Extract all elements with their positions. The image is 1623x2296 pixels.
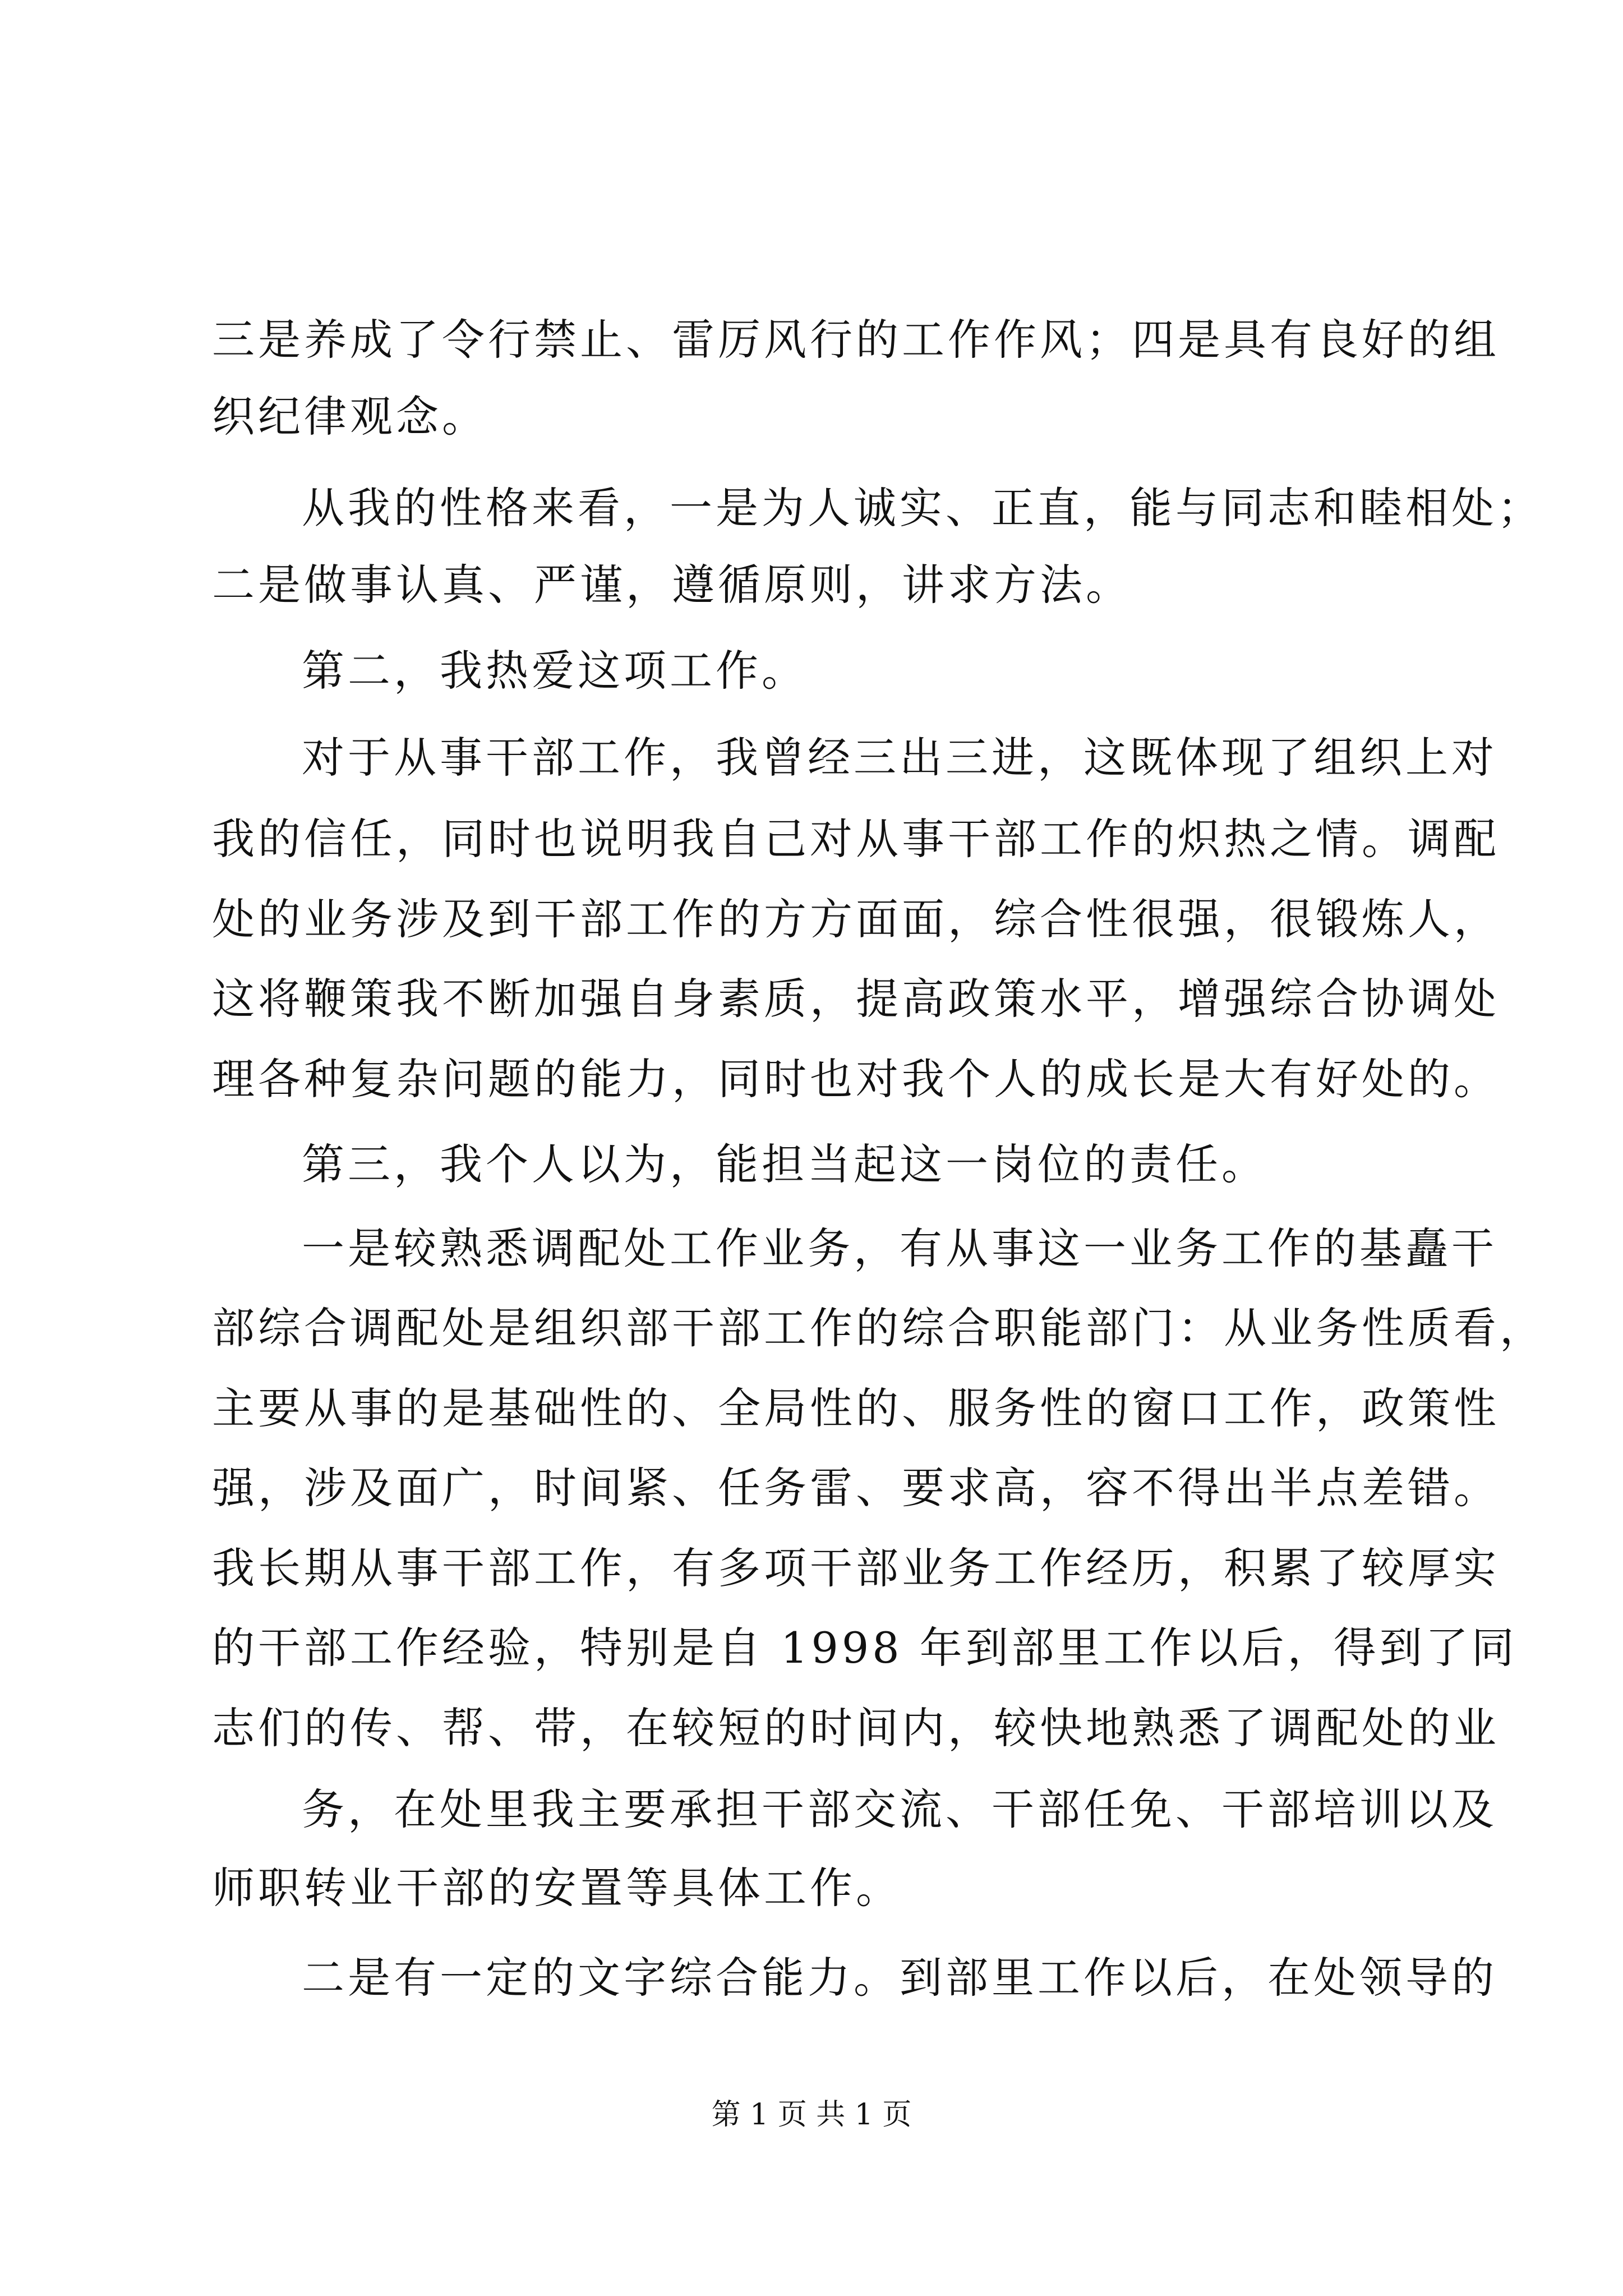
body-line: 三是养成了令行禁止、雷厉风行的工作作风；四是具有良好的组 <box>212 315 1500 365</box>
body-line: 主要从事的是基础性的、全局性的、服务性的窗口工作，政策性 <box>212 1383 1500 1433</box>
body-line: 强，涉及面广，时间紧、任务雷、要求高，容不得出半点差错。 <box>212 1463 1500 1513</box>
body-line: 师职转业干部的安置等具体工作。 <box>212 1863 902 1913</box>
body-line: 的干部工作经验，特别是自 1998 年到部里工作以后，得到了同 <box>212 1623 1518 1673</box>
paragraph-first-line: 一是较熟悉调配处工作业务，有从事这一业务工作的基矗干 <box>302 1223 1497 1273</box>
paragraph-first-line: 务，在处里我主要承担干部交流、干部任免、干部培训以及 <box>302 1784 1497 1834</box>
page-footer: 第 1 页 共 1 页 <box>711 2098 912 2132</box>
body-line: 部综合调配处是组织部干部工作的综合职能部门：从业务性质看， <box>212 1303 1546 1353</box>
body-line: 我长期从事干部工作，有多项干部业务工作经历，积累了较厚实 <box>212 1543 1500 1593</box>
body-line: 志们的传、帮、带，在较短的时间内，较快地熟悉了调配处的业 <box>212 1703 1500 1753</box>
paragraph-first-line: 从我的性格来看，一是为人诚实、正直，能与同志和睦相处； <box>302 483 1543 533</box>
body-line: 这将鞭策我不断加强自身素质，提高政策水平，增强综合协调处 <box>212 974 1500 1024</box>
paragraph-first-line: 二是有一定的文字综合能力。到部里工作以后，在处领导的 <box>302 1953 1497 2003</box>
body-line: 织纪律观念。 <box>212 392 488 441</box>
body-line: 理各种复杂问题的能力，同时也对我个人的成长是大有好处的。 <box>212 1054 1500 1104</box>
paragraph-first-line: 对于从事干部工作，我曾经三出三进，这既体现了组织上对 <box>302 733 1497 783</box>
section-heading: 第三，我个人以为，能担当起这一岗位的责任。 <box>302 1139 1267 1189</box>
body-line: 我的信任，同时也说明我自己对从事干部工作的炽热之情。调配 <box>212 814 1500 864</box>
body-line: 二是做事认真、严谨，遵循原则，讲求方法。 <box>212 560 1132 610</box>
body-line: 处的业务涉及到干部工作的方方面面，综合性很强，很锻炼人， <box>212 894 1500 944</box>
section-heading: 第二，我热爱这项工作。 <box>302 646 808 696</box>
